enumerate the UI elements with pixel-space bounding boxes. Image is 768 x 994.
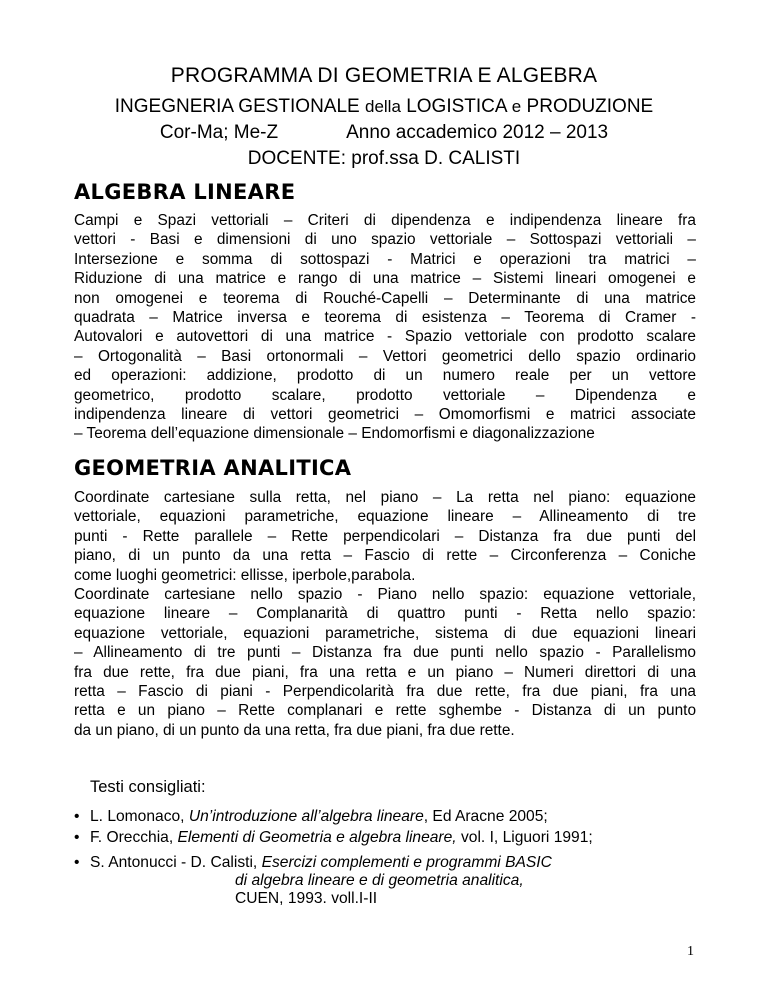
geometria-line: equazione vettoriale, equazioni parametriche, sistema di due equazioni lineari xyxy=(74,624,696,642)
bib-publisher: vol. I, Liguori 1991; xyxy=(456,829,593,846)
algebra-paragraph xyxy=(74,211,696,444)
geometria-line: piano, di un punto da una retta – Fascio di rette – Circonferenza – Coniche xyxy=(74,547,696,565)
teacher-line: DOCENTE: prof.ssa D. CALISTI xyxy=(247,148,521,169)
algebra-line: Campi e Spazi vettoriali – Criteri di dipendenza e indipendenza lineare fra xyxy=(74,212,696,229)
geometria-line: – Allineamento di tre punti – Distanza fra due punti nello spazio - Parallelismo xyxy=(74,644,696,662)
algebra-line: geometrico, prodotto scalare, prodotto vettoriale – Dipendenza e xyxy=(74,386,696,404)
bibliography-item xyxy=(74,829,593,847)
bib-author: F. Orecchia, xyxy=(90,829,178,846)
geometria-line: punti - Rette parallele – Rette perpendicolari – Distanza fra due punti del xyxy=(74,527,696,545)
bibliography-item xyxy=(74,854,552,908)
geometria-line: retta – Fascio di piani - Perpendicolarità fra due rette, fra due piani, fra una xyxy=(74,683,696,701)
course-info-line xyxy=(0,122,768,144)
geometria-line: Coordinate cartesiane nello spazio - Piano nello spazio: equazione vettoriale, xyxy=(74,586,696,603)
bibliography-heading: Testi consigliati: xyxy=(90,778,206,796)
bib-title-continued: di algebra lineare e di geometria analitica, xyxy=(235,872,524,889)
page-number: 1 xyxy=(687,944,694,959)
bib-title: Elementi di Geometria e algebra lineare, xyxy=(177,829,457,846)
section-title-geometria: GEOMETRIA ANALITICA xyxy=(74,456,352,480)
bullet-icon: • xyxy=(74,829,80,846)
course-logistica: LOGISTICA xyxy=(406,96,507,117)
bib-title: Un’introduzione all’algebra lineare xyxy=(188,808,424,825)
course-produzione: PRODUZIONE xyxy=(526,96,654,117)
document-title: PROGRAMMA DI GEOMETRIA E ALGEBRA xyxy=(170,64,598,87)
algebra-line: ed operazioni: addizione, prodotto di un numero reale per un vettore xyxy=(74,367,696,385)
algebra-line: non omogenei e teorema di Rouché-Capelli – Determinante di una matrice xyxy=(74,289,696,307)
bullet-icon: • xyxy=(74,808,80,825)
section-title-algebra: ALGEBRA LINEARE xyxy=(74,180,296,204)
academic-year: Anno accademico 2012 – 2013 xyxy=(346,122,609,143)
algebra-line: Intersezione e somma di sottospazi - Matrici e operazioni tra matrici – xyxy=(74,250,696,268)
course-prefix: INGEGNERIA GESTIONALE xyxy=(114,96,360,117)
algebra-line: vettori - Basi e dimensioni di uno spazio vettoriale – Sottospazi vettoriali – xyxy=(74,231,696,249)
algebra-line: indipendenza lineare di vettori geometrici – Omomorfismi e matrici associate xyxy=(74,406,696,424)
geometria-line: come luoghi geometrici: ellisse, iperbole,parabola. xyxy=(74,566,416,584)
bib-publisher: , Ed Aracne 2005; xyxy=(423,808,548,825)
geometria-line: fra due rette, fra due piani, fra una retta e un piano – Numeri direttori di una xyxy=(74,663,696,681)
bibliography-item xyxy=(74,808,548,826)
geometria-line: da un piano, di un punto da una retta, fra due piani, fra due rette. xyxy=(74,721,515,739)
geometria-line: vettoriale, equazioni parametriche, equazione lineare – Allineamento di tre xyxy=(74,508,696,526)
geometria-line: retta e un piano – Rette complanari e rette sghembe - Distanza di un punto xyxy=(74,702,696,720)
geometria-paragraph-2 xyxy=(74,585,696,740)
algebra-line: Autovalori e autovettori di una matrice - Spazio vettoriale con prodotto scalare xyxy=(74,328,696,346)
geometria-line: equazione lineare – Complanarità di quattro punti - Retta nello spazio: xyxy=(74,605,696,623)
course-e: e xyxy=(511,97,522,116)
course-groups: Cor-Ma; Me-Z xyxy=(159,122,279,143)
bib-publisher: CUEN, 1993. voll.I-II xyxy=(235,890,378,907)
bib-author: S. Antonucci - D. Calisti, xyxy=(90,854,262,871)
algebra-line: Riduzione di una matrice e rango di una matrice – Sistemi lineari omogenei e xyxy=(74,270,696,288)
algebra-line: quadrata – Matrice inversa e teorema di esistenza – Teorema di Cramer - xyxy=(74,309,696,327)
geometria-paragraph-1 xyxy=(74,488,696,585)
bib-title: Esercizi complementi e programmi BASIC xyxy=(261,854,552,871)
algebra-line: – Ortogonalità – Basi ortonormali – Vettori geometrici dello spazio ordinario xyxy=(74,347,696,365)
course-name xyxy=(0,96,768,118)
bullet-icon: • xyxy=(74,854,80,871)
bib-author: L. Lomonaco, xyxy=(90,808,189,825)
algebra-line: – Teorema dell’equazione dimensionale – Endomorfismi e diagonalizzazione xyxy=(74,425,595,443)
course-della: della xyxy=(365,97,401,116)
geometria-line: Coordinate cartesiane sulla retta, nel piano – La retta nel piano: equazione xyxy=(74,489,696,506)
